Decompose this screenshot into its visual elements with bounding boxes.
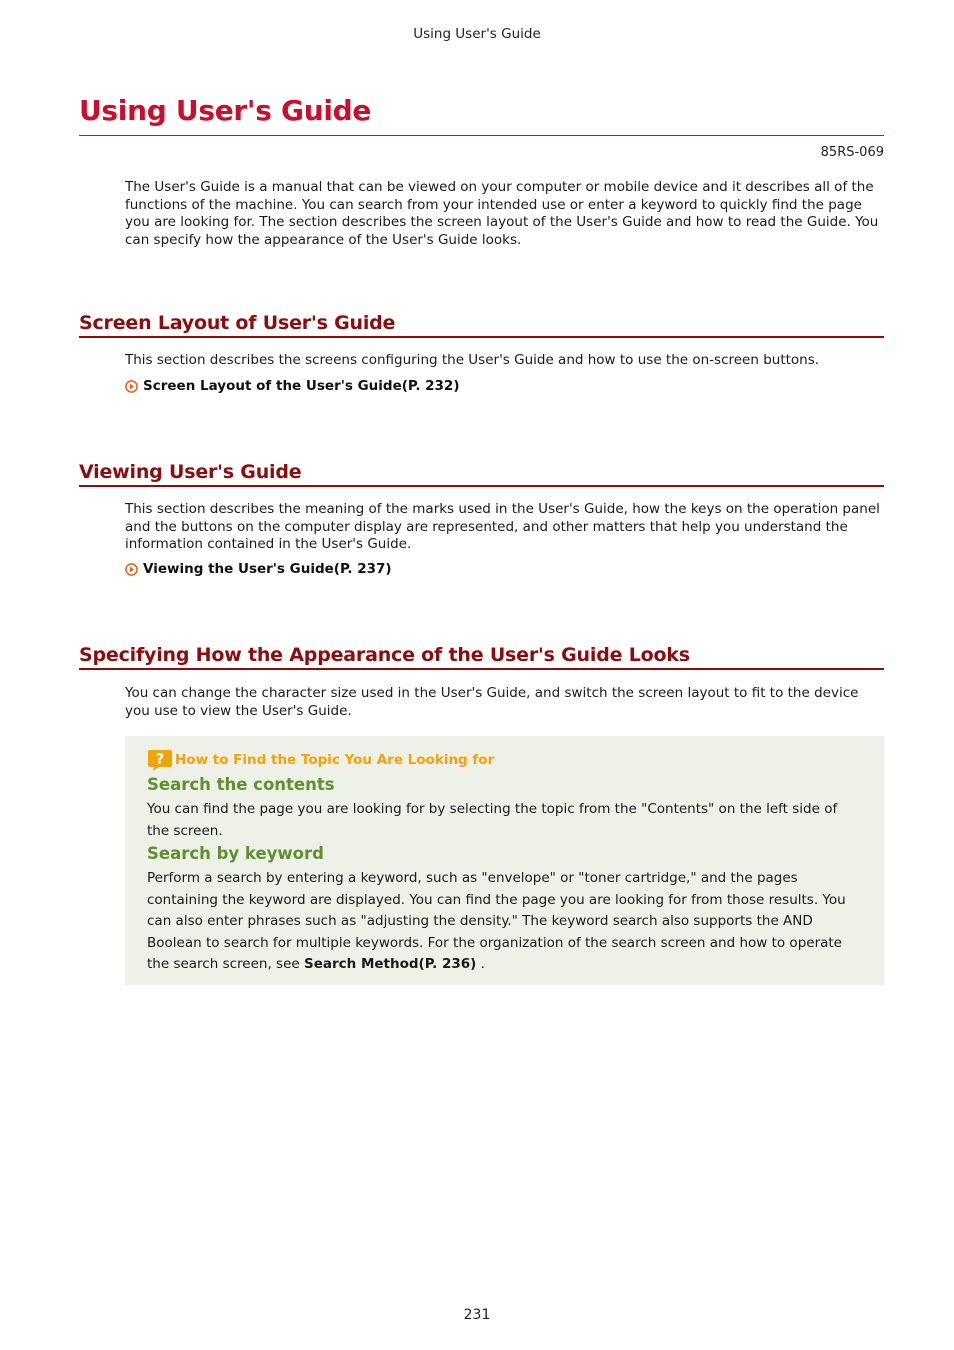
document-id: 85RS-069 xyxy=(820,145,884,160)
running-header: Using User's Guide xyxy=(413,26,541,42)
section-text-viewing: This section describes the meaning of the marks used in the User's Guide, how the keys on the operation panel and the buttons on the computer display are represented, and other matters that help you understand the information contained in the User's Guide. xyxy=(125,501,880,552)
link-viewing[interactable] xyxy=(125,561,392,577)
tip-text-keyword-body: Perform a search by entering a keyword, such as "envelope" or "toner cartridge," and the pages containing the keyword are displayed. You can find the page you are looking for from those results. You can also enter phrases such as "adjusting the density." The keyword search also supports the AND Boolean to search for multiple keywords. For the organization of the search screen and how to operate the search screen, see xyxy=(147,870,846,972)
svg-text:?: ? xyxy=(155,750,165,768)
tip-heading-search-contents: Search the contents xyxy=(147,775,335,794)
page-number: 231 xyxy=(463,1307,491,1323)
tip-text-search-keyword xyxy=(147,868,859,976)
page-title: Using User's Guide xyxy=(79,94,372,127)
tip-title: How to Find the Topic You Are Looking for xyxy=(175,752,495,768)
tip-header xyxy=(147,748,494,772)
title-divider xyxy=(79,135,884,136)
search-method-link[interactable]: Search Method(P. 236) xyxy=(303,956,477,972)
link-label: Viewing the User's Guide(P. 237) xyxy=(143,561,392,577)
intro-paragraph: The User's Guide is a manual that can be viewed on your computer or mobile device and it describes all of the functions of the machine. You can search from your intended use or enter a keyword to quickly find the page you are looking for. The section describes the screen layout of the User's Guide and how to read the Guide. You can specify how the appearance of the User's Guide looks. xyxy=(125,179,879,248)
arrow-circle-icon xyxy=(125,563,138,576)
tip-box xyxy=(125,736,884,985)
link-screen-layout[interactable] xyxy=(125,378,460,394)
section-text-appearance: You can change the character size used in the User's Guide, and switch the screen layout to fit to the device you use to view the User's Guide. xyxy=(125,685,859,719)
tip-text-search-contents: You can find the page you are looking for by selecting the topic from the "Contents" on the left side of the screen. xyxy=(147,801,838,839)
link-label: Screen Layout of the User's Guide(P. 232) xyxy=(143,378,460,394)
question-mark-icon xyxy=(147,748,173,772)
section-heading-appearance: Specifying How the Appearance of the User's Guide Looks xyxy=(79,644,884,670)
tip-heading-search-keyword: Search by keyword xyxy=(147,844,324,863)
section-text-screen-layout: This section describes the screens configuring the User's Guide and how to use the on-screen buttons. xyxy=(125,352,820,368)
section-heading-viewing: Viewing User's Guide xyxy=(79,461,884,487)
section-heading-screen-layout: Screen Layout of User's Guide xyxy=(79,312,884,338)
arrow-circle-icon xyxy=(125,380,138,393)
tip-text-keyword-end: . xyxy=(476,956,485,972)
